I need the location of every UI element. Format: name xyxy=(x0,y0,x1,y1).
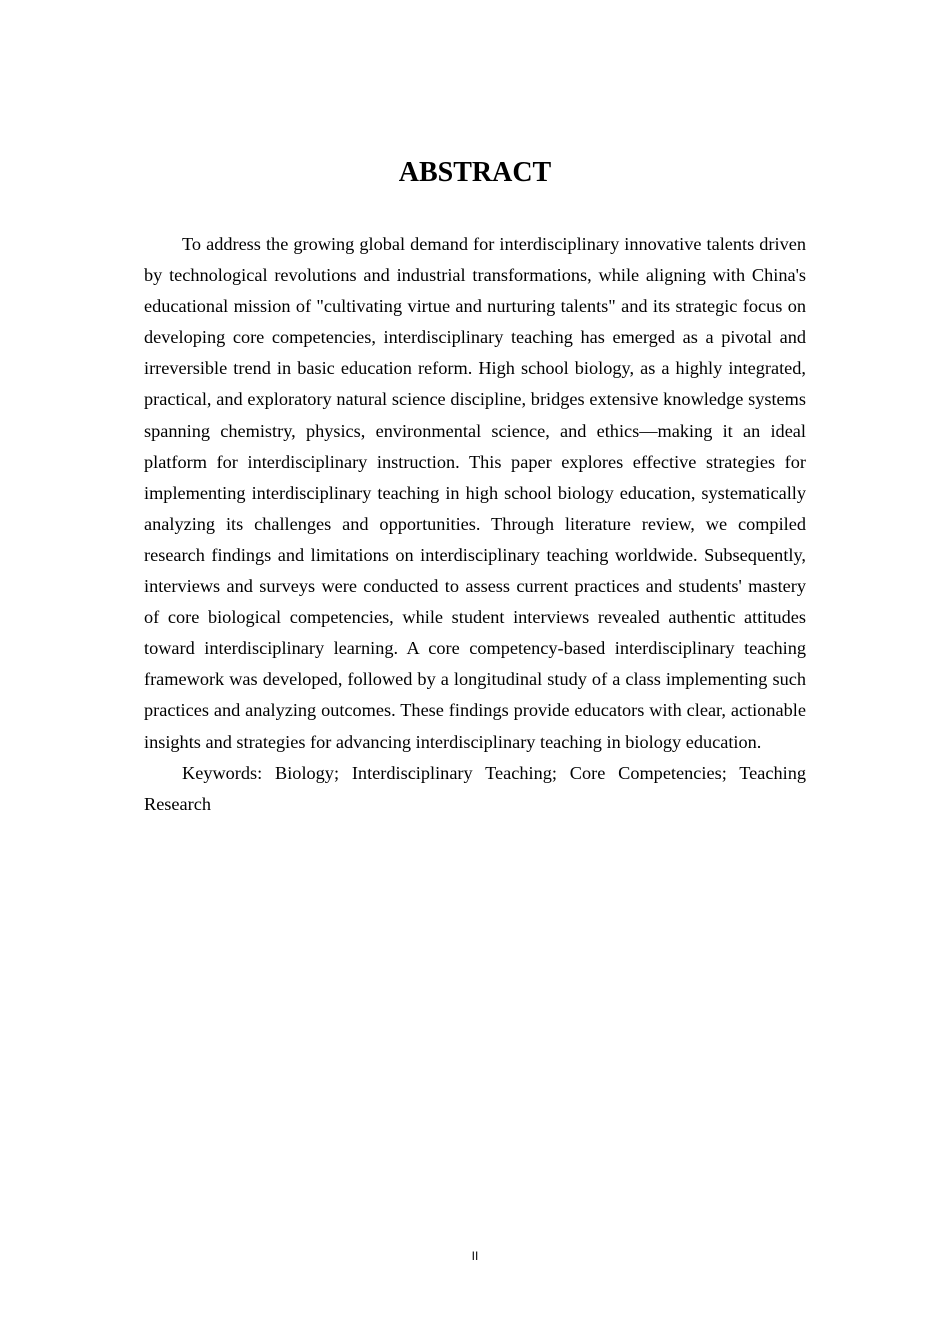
abstract-paragraph: To address the growing global demand for interdisciplinary innovative talents driven by technological revolutions and industrial transformations, while aligning with China's educational mission of "cultivating virtue and nurturing talents" and its strategic focus on developing core competencies, interdisciplinary teaching has emerged as a pivotal and irreversible trend in basic education reform. High school biology, as a highly integrated, practical, and exploratory natural science discipline, bridges extensive knowledge systems spanning chemistry, physics, environmental science, and ethics—making it an ideal platform for interdisciplinary instruction. This paper explores effective strategies for implementing interdisciplinary teaching in high school biology education, systematically analyzing its challenges and opportunities. Through literature review, we compiled research findings and limitations on interdisciplinary teaching worldwide. Subsequently, interviews and surveys were conducted to assess current practices and students' mastery of core biological competencies, while student interviews revealed authentic attitudes toward interdisciplinary learning. A core competency-based interdisciplinary teaching framework was developed, followed by a longitudinal study of a class implementing such practices and analyzing outcomes. These findings provide educators with clear, actionable insights and strategies for advancing interdisciplinary teaching in biology education. xyxy=(144,234,806,752)
keywords-paragraph: Keywords: Biology; Interdisciplinary Teaching; Core Competencies; Teaching Research xyxy=(144,762,806,814)
page-number: II xyxy=(471,1249,479,1263)
abstract-body xyxy=(144,229,806,820)
page-title: ABSTRACT xyxy=(398,157,552,188)
